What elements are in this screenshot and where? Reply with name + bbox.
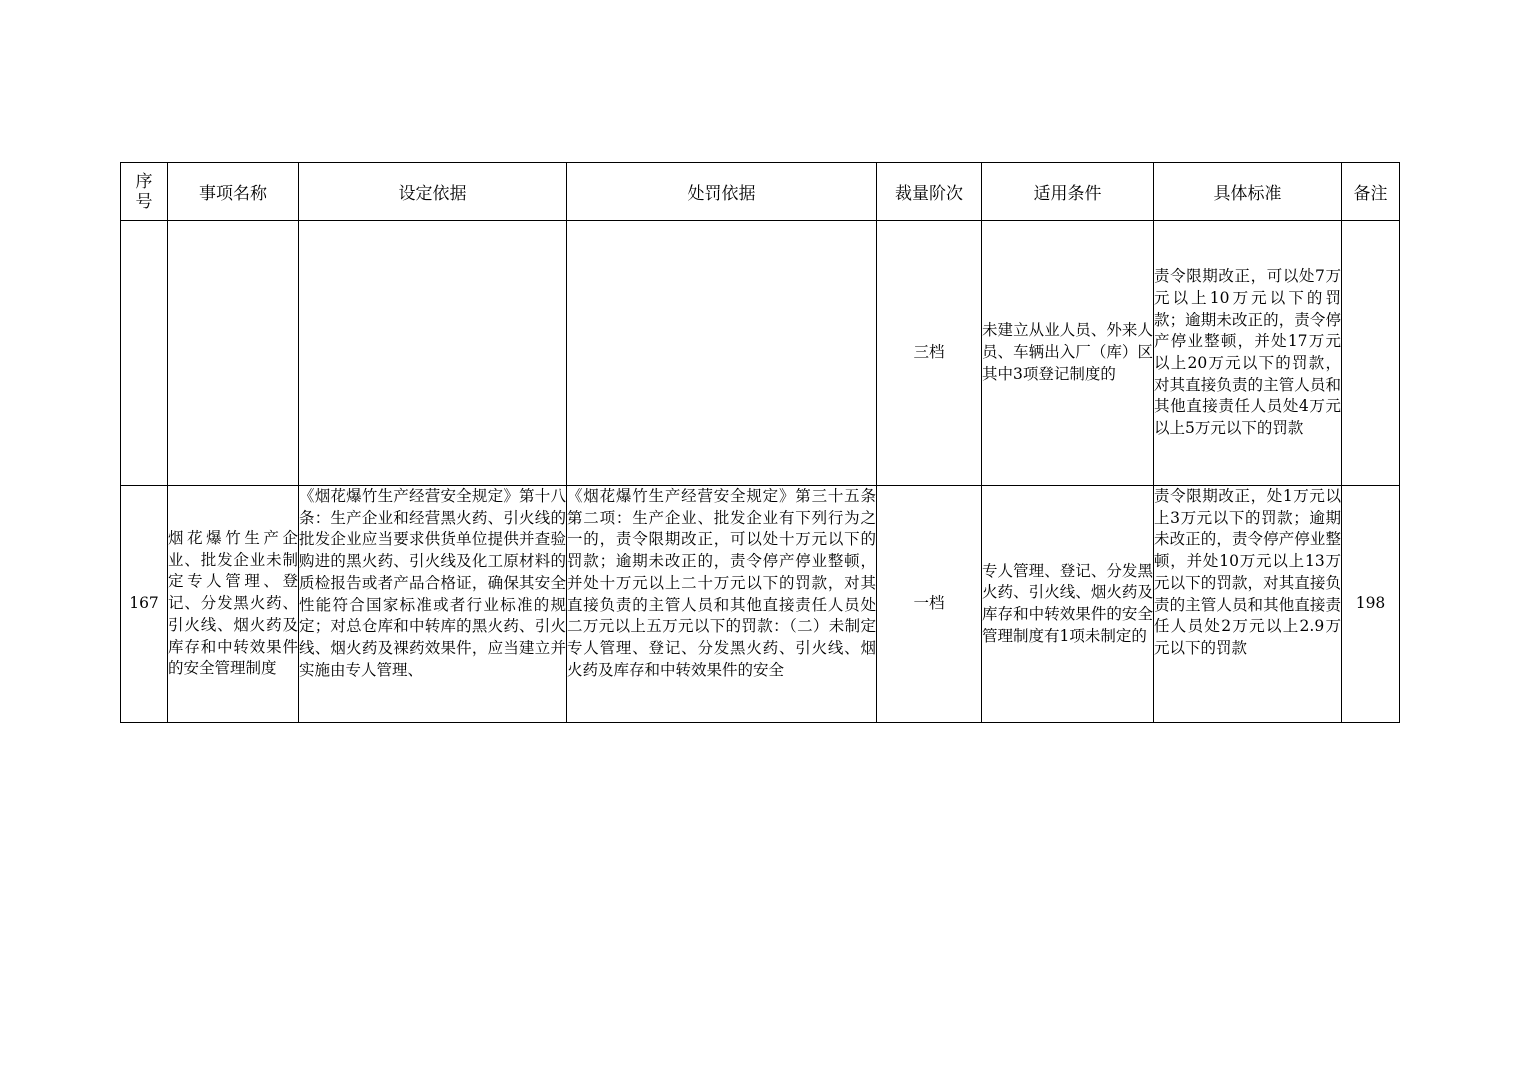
cell-penalty-basis [567,486,877,723]
header-item-name: 事项名称 [168,163,299,221]
cell-level: 三档 [877,221,982,486]
penalty-basis-text: 《烟花爆竹生产经营安全规定》第三十五条第二项：生产企业、批发企业有下列行为之一的，责令限期改正，可以处十万元以下的罚款；逾期未改正的，责令停产停业整顿，并处十万元以上二十万元以下的罚款，对其直接负责的主管人员和其他直接责任人员处二万元以上五万元以下的罚款：（二）未制定专人管理、登记、分发黑火药、引火线、烟火药及库存和中转效果件的安全 [567,487,876,679]
standard-text: 责令限期改正，处1万元以上3万元以下的罚款；逾期未改正的，责令停产停业整顿，并处10万元以上13万元以下的罚款，对其直接负责的主管人员和其他直接责任人员处2万元以上2.9万元以下的罚款 [1154,487,1341,657]
header-seq: 序号 [121,163,168,221]
cell-condition: 未建立从业人员、外来人员、车辆出入厂（库）区其中3项登记制度的 [982,221,1154,486]
cell-setting-basis [299,486,567,723]
header-setting-basis: 设定依据 [299,163,567,221]
cell-item-name [168,221,299,486]
cell-condition: 专人管理、登记、分发黑火药、引火线、烟火药及库存和中转效果件的安全管理制度有1项未制定的 [982,486,1154,723]
header-standard: 具体标准 [1154,163,1342,221]
cell-item-name [168,486,299,723]
cell-remark: 198 [1342,486,1400,723]
table-row [121,221,1400,486]
header-condition: 适用条件 [982,163,1154,221]
penalty-discretion-table [120,162,1400,723]
cell-penalty-basis [567,221,877,486]
cell-standard [1154,486,1342,723]
cell-seq: 167 [121,486,168,723]
cell-level: 一档 [877,486,982,723]
cell-remark [1342,221,1400,486]
table-row [121,486,1400,723]
item-name-text: 烟花爆竹生产企业、批发企业未制定专人管理、登记、分发黑火药、引火线、烟火药及库存和中转效果件的安全管理制度 [168,529,298,678]
header-remark: 备注 [1342,163,1400,221]
header-level: 裁量阶次 [877,163,982,221]
cell-standard: 责令限期改正，可以处7万元以上10万元以下的罚款；逾期未改正的，责令停产停业整顿，并处17万元以上20万元以下的罚款，对其直接负责的主管人员和其他直接责任人员处4万元以上5万元以下的罚款 [1154,221,1342,486]
cell-seq [121,221,168,486]
cell-setting-basis [299,221,567,486]
setting-basis-text: 《烟花爆竹生产经营安全规定》第十八条：生产企业和经营黑火药、引火线的批发企业应当要求供货单位提供并查验购进的黑火药、引火线及化工原材料的质检报告或者产品合格证，确保其安全性能符合国家标准或者行业标准的规定；对总仓库和中转库的黑火药、引火线、烟火药及裸药效果件，应当建立并实施由专人管理、 [299,487,566,679]
header-penalty-basis: 处罚依据 [567,163,877,221]
header-row [121,163,1400,221]
